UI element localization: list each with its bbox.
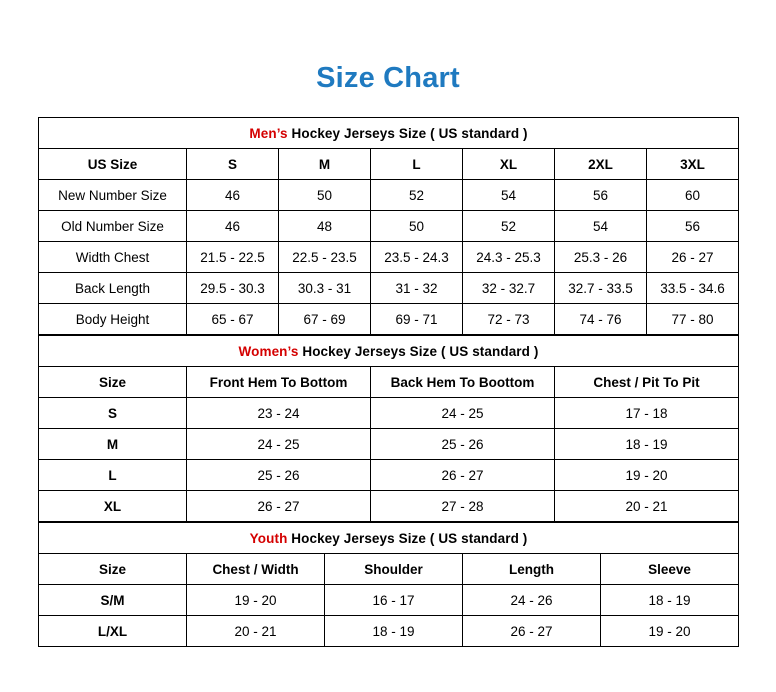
mens-row-1-value-4: 54 bbox=[555, 211, 647, 242]
youth-row-0-value-3: 18 - 19 bbox=[601, 585, 739, 616]
youth-header-cell-4: Sleeve bbox=[601, 554, 739, 585]
youth-row-1-value-0: 20 - 21 bbox=[187, 616, 325, 647]
mens-row-3-value-3: 32 - 32.7 bbox=[463, 273, 555, 304]
womens-size-table bbox=[38, 335, 739, 522]
mens-row-4-value-5: 77 - 80 bbox=[647, 304, 739, 335]
womens-row-2-value-0: 25 - 26 bbox=[187, 460, 371, 491]
table-row bbox=[39, 429, 739, 460]
youth-row-0-value-1: 16 - 17 bbox=[325, 585, 463, 616]
mens-row-0-value-1: 50 bbox=[279, 180, 371, 211]
womens-row-2-value-1: 26 - 27 bbox=[371, 460, 555, 491]
mens-header-cell-5: 2XL bbox=[555, 149, 647, 180]
youth-row-1-value-1: 18 - 19 bbox=[325, 616, 463, 647]
womens-row-0-value-0: 23 - 24 bbox=[187, 398, 371, 429]
table-banner-row bbox=[39, 523, 739, 554]
mens-row-4-value-1: 67 - 69 bbox=[279, 304, 371, 335]
youth-header-cell-0: Size bbox=[39, 554, 187, 585]
womens-header-cell-2: Back Hem To Boottom bbox=[371, 367, 555, 398]
mens-row-3-value-0: 29.5 - 30.3 bbox=[187, 273, 279, 304]
youth-banner-accent: Youth bbox=[249, 530, 288, 546]
mens-row-1-label: Old Number Size bbox=[39, 211, 187, 242]
mens-row-1-value-3: 52 bbox=[463, 211, 555, 242]
youth-row-1-value-2: 26 - 27 bbox=[463, 616, 601, 647]
womens-banner-rest: Hockey Jerseys Size ( US standard ) bbox=[298, 343, 539, 359]
table-row bbox=[39, 491, 739, 522]
mens-row-4-value-0: 65 - 67 bbox=[187, 304, 279, 335]
youth-row-0-value-2: 24 - 26 bbox=[463, 585, 601, 616]
table-header-row bbox=[39, 367, 739, 398]
mens-row-0-label: New Number Size bbox=[39, 180, 187, 211]
mens-row-2-value-0: 21.5 - 22.5 bbox=[187, 242, 279, 273]
mens-row-1-value-0: 46 bbox=[187, 211, 279, 242]
mens-size-table bbox=[38, 117, 739, 335]
mens-row-4-value-3: 72 - 73 bbox=[463, 304, 555, 335]
womens-row-3-value-2: 20 - 21 bbox=[555, 491, 739, 522]
mens-row-2-value-1: 22.5 - 23.5 bbox=[279, 242, 371, 273]
table-row bbox=[39, 242, 739, 273]
womens-banner bbox=[39, 336, 739, 367]
table-row bbox=[39, 273, 739, 304]
table-row bbox=[39, 180, 739, 211]
mens-row-0-value-5: 60 bbox=[647, 180, 739, 211]
womens-header-cell-3: Chest / Pit To Pit bbox=[555, 367, 739, 398]
mens-row-1-value-1: 48 bbox=[279, 211, 371, 242]
mens-row-2-value-3: 24.3 - 25.3 bbox=[463, 242, 555, 273]
mens-row-3-value-4: 32.7 - 33.5 bbox=[555, 273, 647, 304]
womens-row-2-label: L bbox=[39, 460, 187, 491]
mens-row-3-label: Back Length bbox=[39, 273, 187, 304]
mens-row-0-value-2: 52 bbox=[371, 180, 463, 211]
womens-row-0-label: S bbox=[39, 398, 187, 429]
mens-row-4-value-2: 69 - 71 bbox=[371, 304, 463, 335]
womens-row-1-value-2: 18 - 19 bbox=[555, 429, 739, 460]
womens-row-0-value-2: 17 - 18 bbox=[555, 398, 739, 429]
youth-row-1-label: L/XL bbox=[39, 616, 187, 647]
mens-header-cell-4: XL bbox=[463, 149, 555, 180]
mens-row-1-value-5: 56 bbox=[647, 211, 739, 242]
mens-row-2-label: Width Chest bbox=[39, 242, 187, 273]
womens-row-1-value-0: 24 - 25 bbox=[187, 429, 371, 460]
table-row bbox=[39, 585, 739, 616]
mens-banner-rest: Hockey Jerseys Size ( US standard ) bbox=[287, 125, 528, 141]
table-banner-row bbox=[39, 118, 739, 149]
mens-row-3-value-1: 30.3 - 31 bbox=[279, 273, 371, 304]
mens-row-2-value-2: 23.5 - 24.3 bbox=[371, 242, 463, 273]
womens-banner-accent: Women’s bbox=[238, 343, 299, 359]
womens-row-0-value-1: 24 - 25 bbox=[371, 398, 555, 429]
youth-banner bbox=[39, 523, 739, 554]
mens-row-0-value-0: 46 bbox=[187, 180, 279, 211]
table-header-row bbox=[39, 554, 739, 585]
youth-banner-rest: Hockey Jerseys Size ( US standard ) bbox=[287, 530, 528, 546]
womens-header-cell-1: Front Hem To Bottom bbox=[187, 367, 371, 398]
mens-banner-accent: Men’s bbox=[249, 125, 288, 141]
womens-row-3-value-0: 26 - 27 bbox=[187, 491, 371, 522]
youth-row-0-label: S/M bbox=[39, 585, 187, 616]
womens-row-3-label: XL bbox=[39, 491, 187, 522]
mens-banner bbox=[39, 118, 739, 149]
mens-row-0-value-3: 54 bbox=[463, 180, 555, 211]
mens-row-4-value-4: 74 - 76 bbox=[555, 304, 647, 335]
womens-header-cell-0: Size bbox=[39, 367, 187, 398]
mens-header-cell-6: 3XL bbox=[647, 149, 739, 180]
mens-header-cell-0: US Size bbox=[39, 149, 187, 180]
youth-header-cell-3: Length bbox=[463, 554, 601, 585]
table-row bbox=[39, 398, 739, 429]
mens-row-1-value-2: 50 bbox=[371, 211, 463, 242]
youth-size-table bbox=[38, 522, 739, 647]
page-title: Size Chart bbox=[316, 62, 460, 94]
mens-row-3-value-5: 33.5 - 34.6 bbox=[647, 273, 739, 304]
table-row bbox=[39, 616, 739, 647]
mens-row-3-value-2: 31 - 32 bbox=[371, 273, 463, 304]
mens-header-cell-3: L bbox=[371, 149, 463, 180]
table-banner-row bbox=[39, 336, 739, 367]
youth-header-cell-1: Chest / Width bbox=[187, 554, 325, 585]
womens-row-1-label: M bbox=[39, 429, 187, 460]
womens-row-2-value-2: 19 - 20 bbox=[555, 460, 739, 491]
mens-header-cell-1: S bbox=[187, 149, 279, 180]
youth-header-cell-2: Shoulder bbox=[325, 554, 463, 585]
youth-row-1-value-3: 19 - 20 bbox=[601, 616, 739, 647]
mens-row-0-value-4: 56 bbox=[555, 180, 647, 211]
mens-row-4-label: Body Height bbox=[39, 304, 187, 335]
womens-row-1-value-1: 25 - 26 bbox=[371, 429, 555, 460]
mens-row-2-value-4: 25.3 - 26 bbox=[555, 242, 647, 273]
womens-row-3-value-1: 27 - 28 bbox=[371, 491, 555, 522]
table-row bbox=[39, 211, 739, 242]
mens-header-cell-2: M bbox=[279, 149, 371, 180]
youth-row-0-value-0: 19 - 20 bbox=[187, 585, 325, 616]
table-row bbox=[39, 460, 739, 491]
table-header-row bbox=[39, 149, 739, 180]
size-chart-tables bbox=[38, 117, 738, 647]
table-row bbox=[39, 304, 739, 335]
mens-row-2-value-5: 26 - 27 bbox=[647, 242, 739, 273]
